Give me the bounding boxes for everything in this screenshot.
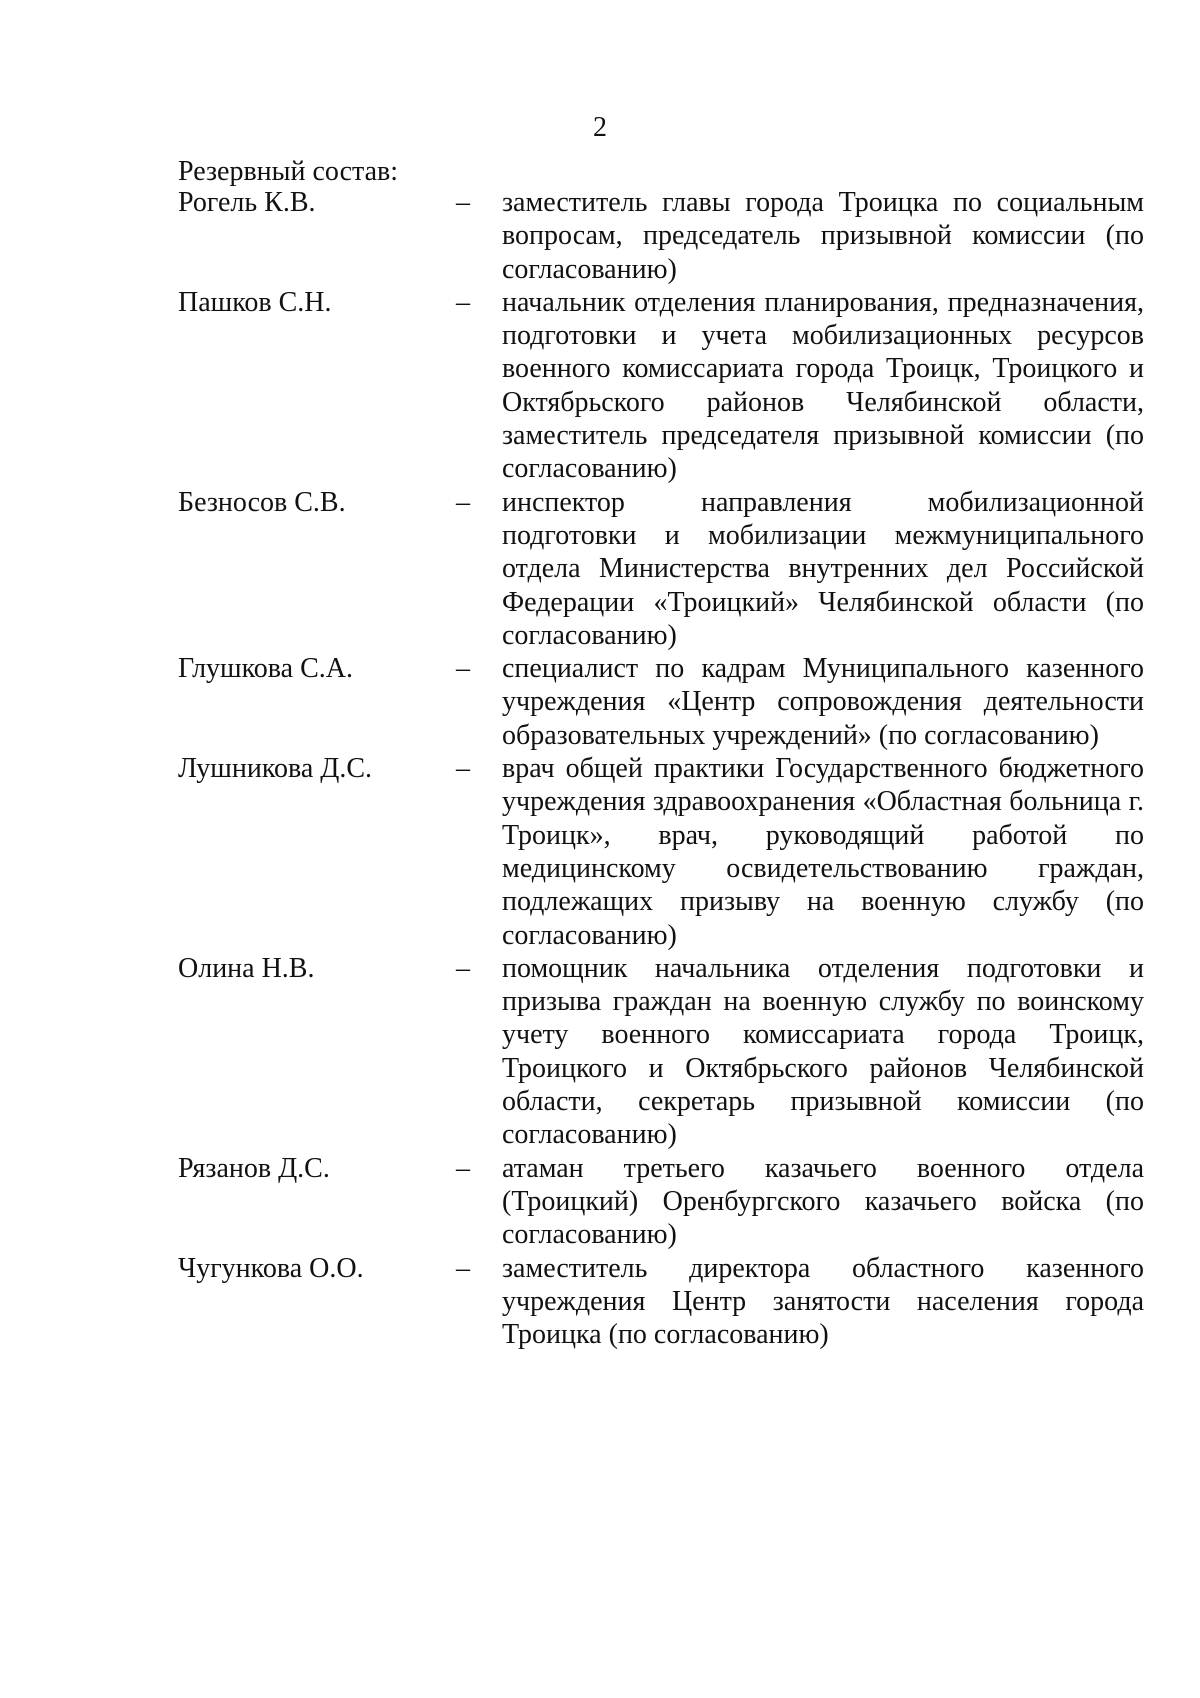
member-description: помощник начальника отделения подготовки и призыва граждан на военную службу по воинскому учету военного комиссариата города Троицк, Троицкого и Октябрьского районов Челябинской области, секретарь призывной комиссии (по согласованию) — [502, 952, 1144, 1151]
member-description: инспектор направления мобилизационной подготовки и мобилизации межмуниципального отдела Министерства внутренних дел Российской Федерации «Троицкий» Челябинской области (по согласованию) — [502, 486, 1144, 651]
member-name: Глушкова С.А. — [178, 653, 353, 685]
member-description: атаман третьего казачьего военного отдела (Троицкий) Оренбургского казачьего войска (по согласованию) — [502, 1152, 1144, 1251]
member-name: Олина Н.В. — [178, 952, 315, 984]
member-name: Лушникова Д.С. — [178, 753, 373, 785]
member-name: Рогель К.В. — [178, 187, 316, 218]
dash-separator: – — [456, 286, 470, 318]
member-name: Пашков С.Н. — [178, 286, 332, 318]
member-entry — [178, 286, 1144, 486]
section-title: Резервный состав: — [178, 156, 399, 187]
member-entry — [178, 652, 1144, 752]
member-list — [178, 186, 1144, 1351]
dash-separator: – — [456, 1252, 470, 1284]
member-name: Безносов С.В. — [178, 486, 346, 518]
member-description: специалист по кадрам Муниципального казенного учреждения «Центр сопровождения деятельности образовательных учреждений» (по согласованию) — [502, 653, 1144, 751]
member-entry — [178, 752, 1144, 952]
member-entry — [178, 1152, 1144, 1252]
member-name: Чугункова О.О. — [178, 1252, 364, 1284]
member-description: заместитель главы города Троицка по социальным вопросам, председатель призывной комиссии (по согласованию) — [502, 187, 1144, 285]
member-entry — [178, 486, 1144, 652]
member-entry — [178, 1252, 1144, 1352]
dash-separator: – — [456, 753, 470, 785]
dash-separator: – — [456, 952, 470, 984]
dash-separator: – — [456, 653, 470, 685]
member-name: Рязанов Д.С. — [178, 1152, 330, 1184]
member-entry — [178, 952, 1144, 1152]
page-number: 2 — [593, 112, 607, 143]
member-description: врач общей практики Государственного бюджетного учреждения здравоохранения «Областная больница г. Троицк», врач, руководящий работой по медицинскому освидетельствованию граждан, подлежащих призыву на военную службу (по согласованию) — [502, 753, 1144, 951]
member-description: начальник отделения планирования, предназначения, подготовки и учета мобилизационных ресурсов военного комиссариата города Троицк, Троицкого и Октябрьского районов Челябинской области, заместитель председателя призывной комиссии (по согласованию) — [502, 286, 1144, 485]
member-description: заместитель директора областного казенного учреждения Центр занятости населения города Троицка (по согласованию) — [502, 1252, 1144, 1351]
dash-separator: – — [456, 486, 470, 518]
dash-separator: – — [456, 1152, 470, 1184]
dash-separator: – — [456, 187, 470, 218]
member-entry — [178, 186, 1144, 286]
